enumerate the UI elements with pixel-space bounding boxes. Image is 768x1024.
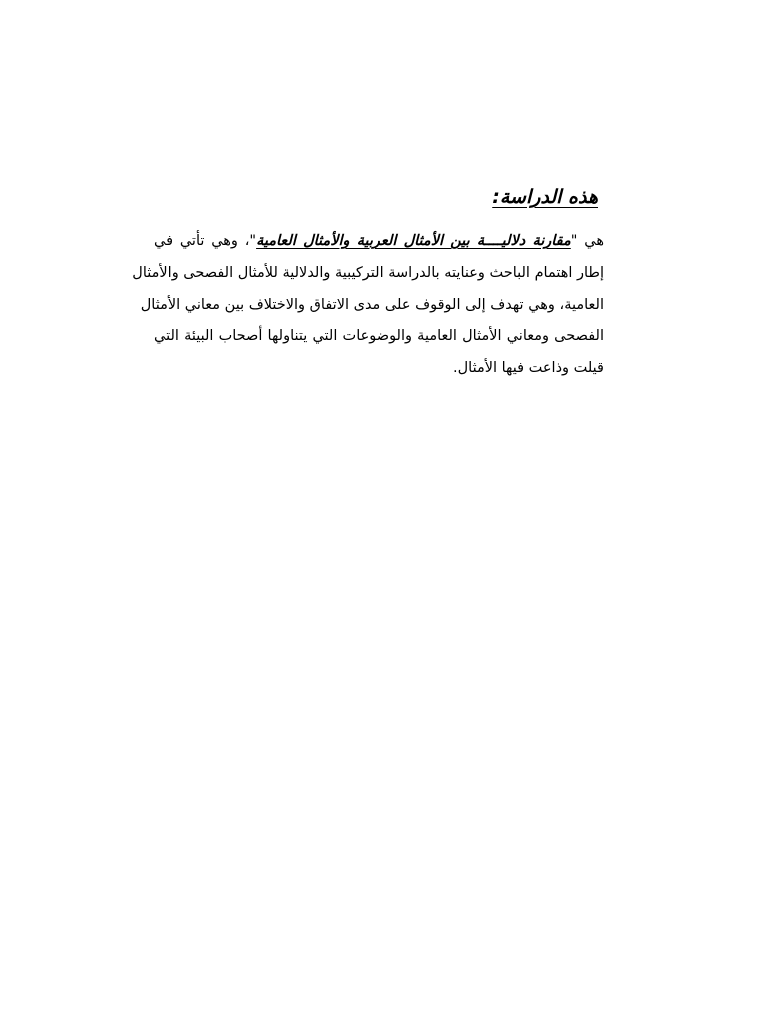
- paragraph-line-4: الفصحى ومعاني الأمثال العامية والوضوعات التي يتناولها أصحاب البيئة التي: [154, 328, 604, 345]
- paragraph-line-3: العامية، وهي تهدف إلى الوقوف على مدى الاتفاق والاختلاف بين معاني الأمثال: [140, 296, 604, 313]
- body-paragraph: [132, 226, 604, 385]
- paragraph-line-2: إطار اهتمام الباحث وعنايته بالدراسة التركيبية والدلالية للأمثال الفصحى والأمثال: [132, 264, 604, 281]
- paragraph-after-title: "، وهي تأتي في: [154, 233, 257, 249]
- paragraph-line-1: [154, 226, 604, 258]
- section-heading: هذه الدراسة:: [492, 186, 598, 208]
- paragraph-lead: هي ": [570, 233, 604, 249]
- paragraph-line-5: قيلت وذاعت فيها الأمثال.: [453, 360, 604, 377]
- study-title: مقارنة دلاليــــة بين الأمثال العربية والأمثال العامية: [256, 233, 571, 249]
